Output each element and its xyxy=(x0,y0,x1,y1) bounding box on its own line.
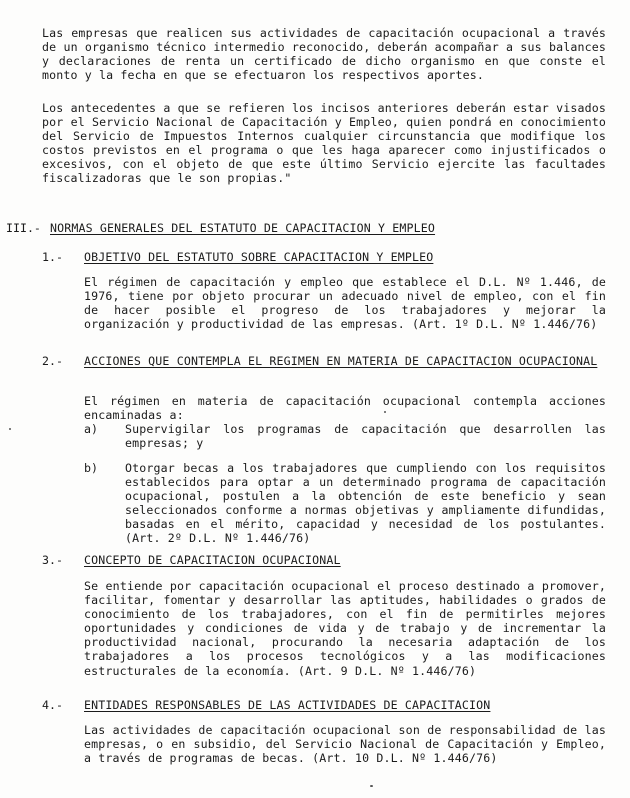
section-number: III.- xyxy=(6,221,41,235)
item-3-title: CONCEPTO DE CAPACITACION OCUPACIONAL xyxy=(84,553,341,567)
item-3-body: Se entiende por capacitación ocupacional el proceso destinado a promover, facilitar, fomentar y desarrollar las aptitudes, habilidades o grados de conocimiento de los trabajadores, con el fin de permitirles mejores oportunidades y condiciones de vida y de trabajo y de incrementar la productividad nacional, procurando la necesaria adaptación de los trabajadores a los procesos tecnológicos y a las modificaciones estructurales de la economía. (Art. 9 D.L. Nº 1.446/76) xyxy=(84,579,606,678)
item-2-number: 2.- xyxy=(42,354,63,368)
item-3-number: 3.- xyxy=(42,553,63,567)
item-1-title: OBJETIVO DEL ESTATUTO SOBRE CAPACITACION Y EMPLEO xyxy=(84,250,434,264)
item-4-title: ENTIDADES RESPONSABLES DE LAS ACTIVIDADES DE CAPACITACION xyxy=(84,698,491,712)
item-2-title: ACCIONES QUE CONTEMPLA EL REGIMEN EN MATERIA DE CAPACITACION OCUPACIONAL xyxy=(84,354,598,368)
scan-speck xyxy=(384,411,386,413)
item-2a-letter: a) xyxy=(84,422,98,436)
item-1-body: El régimen de capacitación y empleo que establece el D.L. Nº 1.446, de 1976, tiene por objeto procurar un adecuado nivel de empleo, con el fin de hacer posible el progreso de los trabajadores y mejorar la organización y productividad de las empresas. (Art. 1º D.L. Nº 1.446/76) xyxy=(84,275,606,332)
scan-speck xyxy=(9,428,11,430)
intro-paragraph-2: Los antecedentes a que se refieren los incisos anteriores deberán estar visados por el Servicio Nacional de Capacitación y Empleo, quien pondrá en conocimiento del Servicio de Impuestos Internos cualquier circunstancia que modifique los costos previstos en el programa o que les haga aparecer como injustificados o excesivos, con el objeto de que este último Servicio ejercite las facultades fiscalizadoras que le son propias." xyxy=(42,101,606,186)
section-title: NORMAS GENERALES DEL ESTATUTO DE CAPACITACION Y EMPLEO xyxy=(50,221,436,235)
item-4-number: 4.- xyxy=(42,698,63,712)
item-2-body: El régimen en materia de capacitación ocupacional contempla acciones encaminadas a: xyxy=(84,394,606,423)
item-2b-letter: b) xyxy=(84,461,98,475)
intro-paragraph-1: Las empresas que realicen sus actividades de capacitación ocupacional a través de un organismo técnico intermedio reconocido, deberán acompañar a sus balances y declaraciones de renta un certificado de dicho organismo en que conste el monto y la fecha en que se efectuaron los respectivos aportes. xyxy=(42,26,606,83)
scan-speck xyxy=(370,785,373,787)
item-2a-text: Supervigilar los programas de capacitación que desarrollen las empresas; y xyxy=(125,422,606,451)
item-4-body: Las actividades de capacitación ocupacional son de responsabilidad de las empresas, o en subsidio, del Servicio Nacional de Capacitación y Empleo, a través de programas de becas. (Art. 10 D.L. Nº 1.446/76) xyxy=(84,723,606,766)
item-1-number: 1.- xyxy=(42,250,63,264)
item-2b-text: Otorgar becas a los trabajadores que cumpliendo con los requisitos establecidos para optar a un determinado programa de capacitación ocupacional, postulen a la obtención de este beneficio y sean seleccionados conforme a normas objetivas y ampliamente difundidas, basadas en el mérito, capacidad y necesidad de los postulantes. (Art. 2º D.L. Nº 1.446/76) xyxy=(125,461,606,546)
